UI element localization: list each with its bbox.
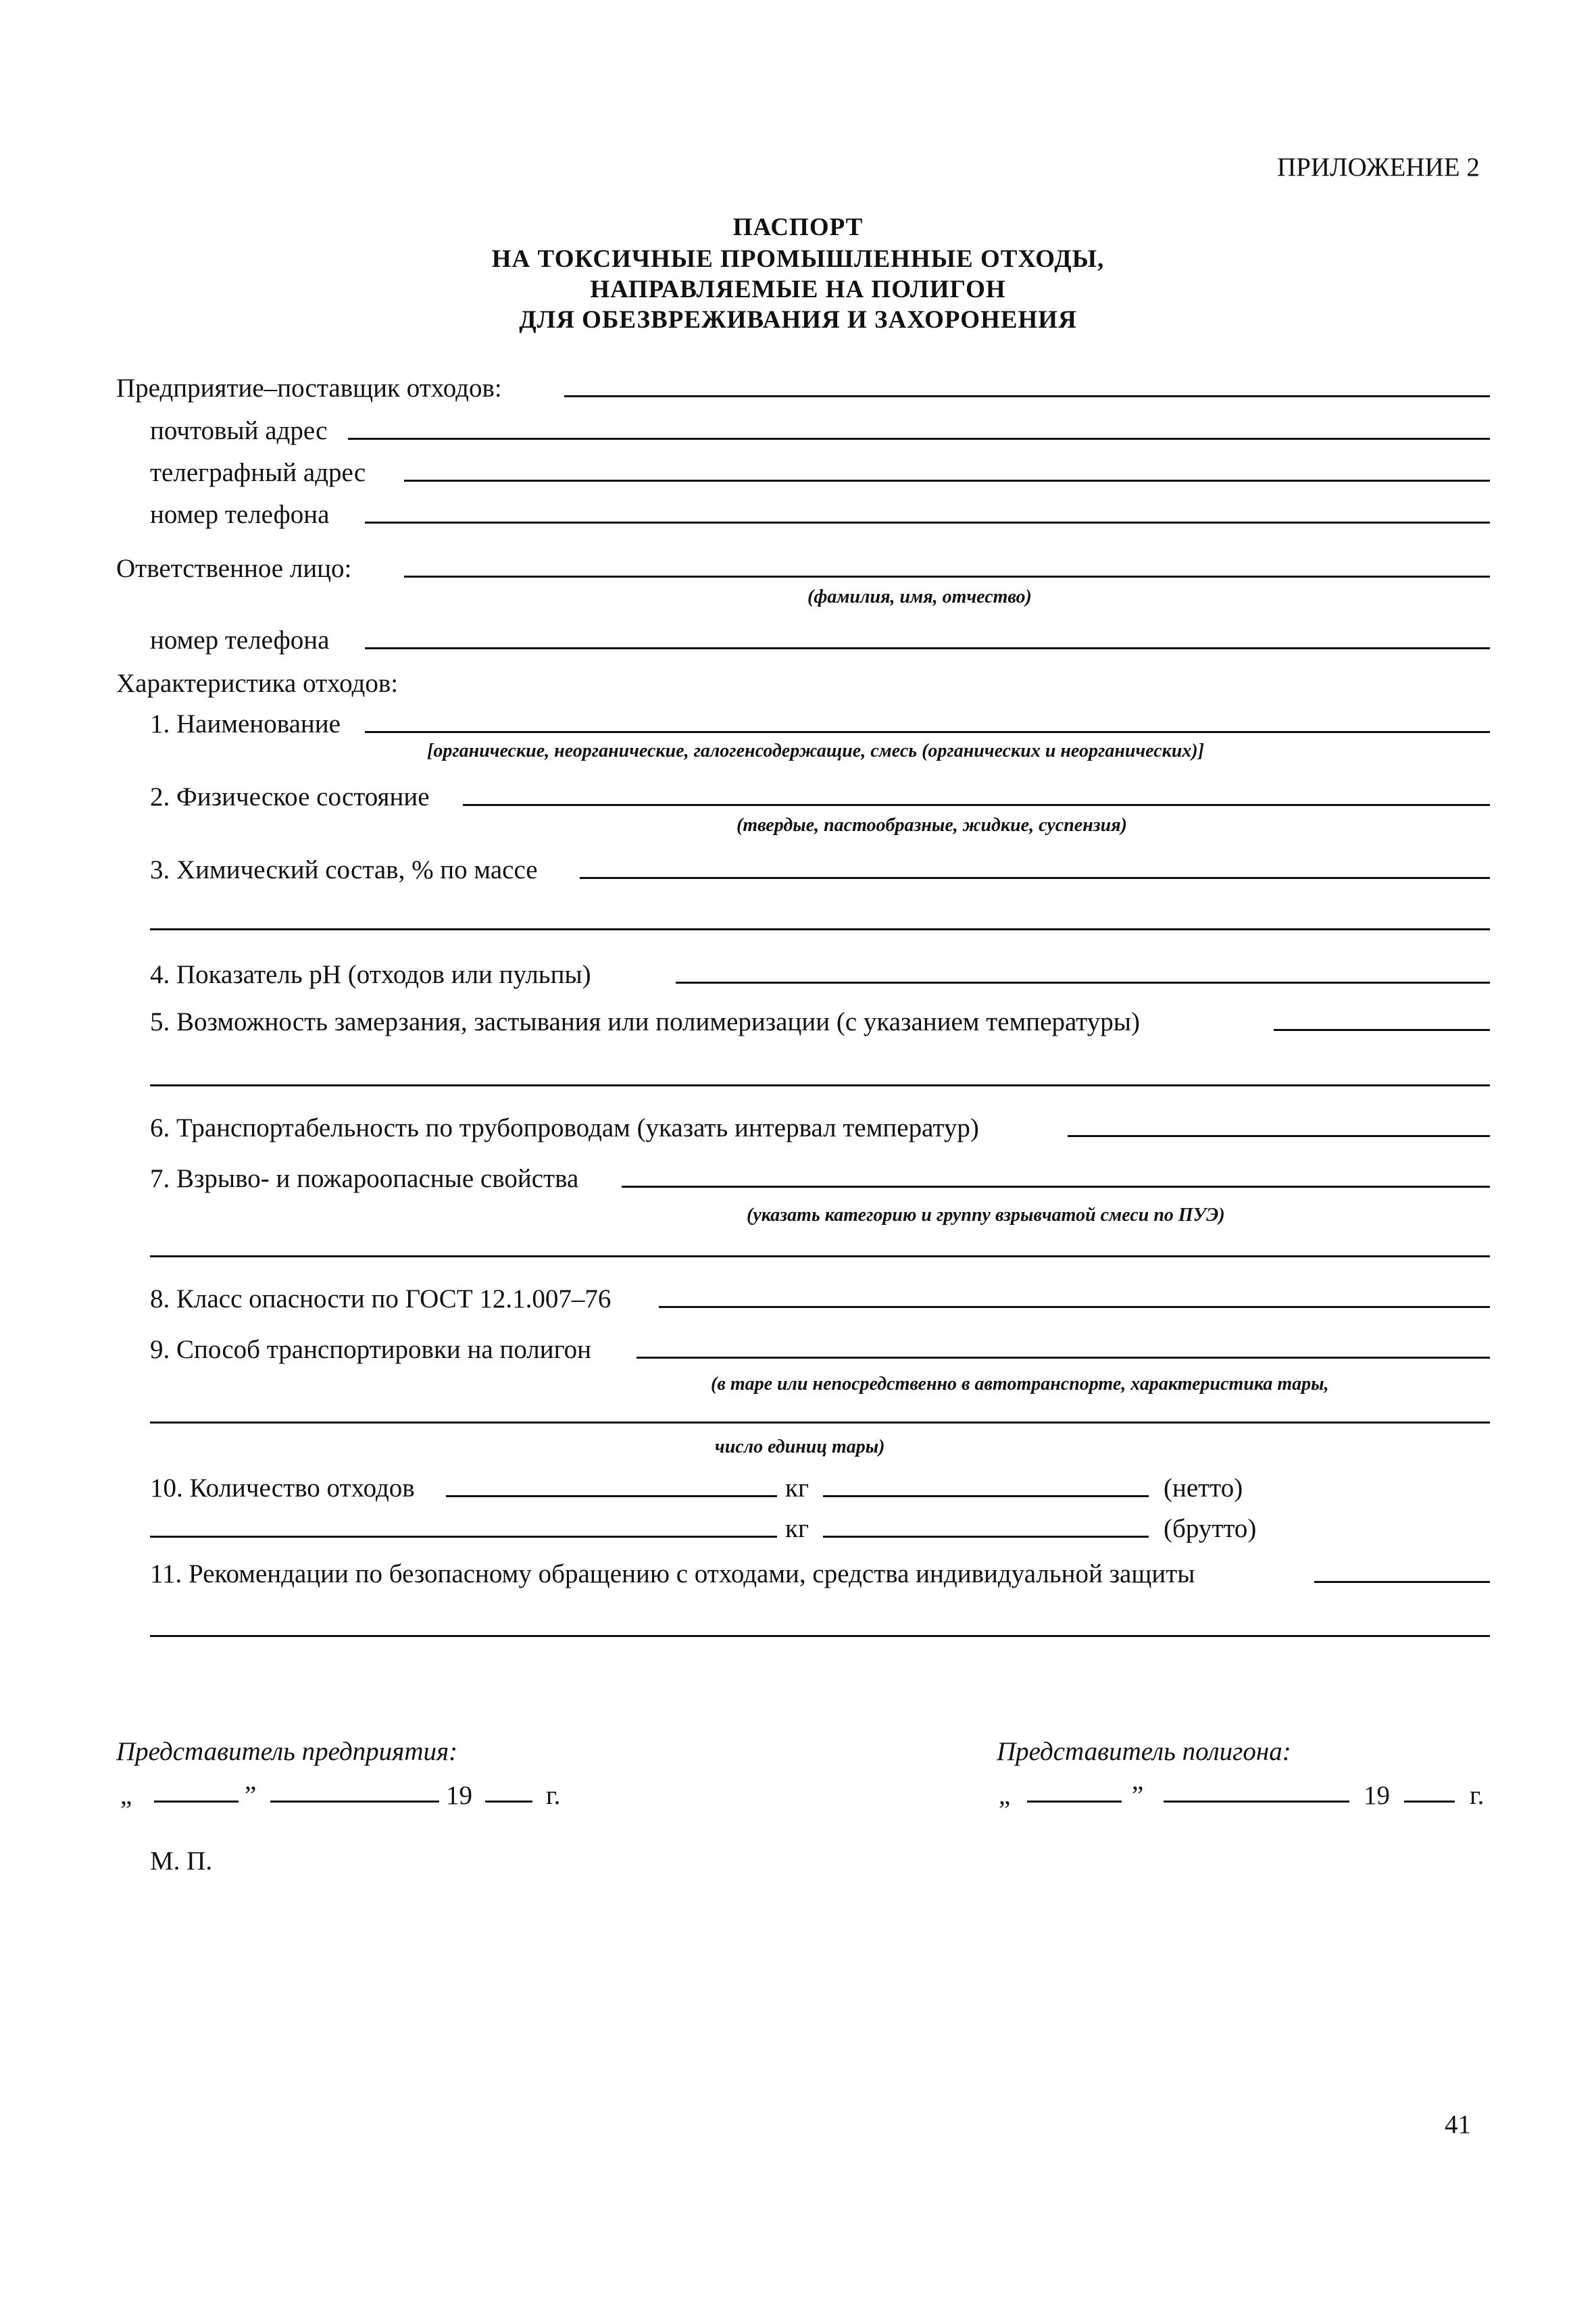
item-2-field[interactable] (463, 804, 1490, 806)
item-6-field[interactable] (1068, 1135, 1490, 1137)
appendix-label: ПРИЛОЖЕНИЕ 2 (1277, 153, 1480, 182)
polygon-year-field[interactable] (1404, 1801, 1455, 1803)
page-number: 41 (1445, 2110, 1471, 2139)
brutto-unit: кг (785, 1514, 809, 1543)
responsible-label: Ответственное лицо: (116, 554, 352, 583)
polygon-day-field[interactable] (1027, 1801, 1122, 1803)
stamp-label: М. П. (150, 1846, 213, 1876)
item-4-field[interactable] (676, 982, 1490, 984)
item-11-field[interactable] (1314, 1581, 1490, 1583)
polygon-date-quote-open: „ (999, 1781, 1011, 1810)
polygon-year-suffix: г. (1470, 1781, 1485, 1810)
item-4-label: 4. Показатель pH (отходов или пульпы) (150, 960, 591, 989)
item-9-hint-1: (в таре или непосредственно в автотранспорте, характеристика тары, (711, 1374, 1329, 1394)
item-5-label: 5. Возможность замерзания, застывания или полимеризации (с указанием температуры) (150, 1007, 1140, 1036)
item-1-label: 1. Наименование (150, 709, 341, 738)
item-3-field-continued[interactable] (150, 928, 1490, 930)
responsible-field[interactable] (404, 576, 1490, 578)
title-line-4: ДЛЯ ОБЕЗВРЕЖИВАНИЯ И ЗАХОРОНЕНИЯ (519, 306, 1077, 334)
item-3-label: 3. Химический состав, % по массе (150, 855, 538, 884)
polygon-year-prefix: 19 (1364, 1781, 1390, 1810)
netto-unit: кг (785, 1474, 809, 1503)
item-8-label: 8. Класс опасности по ГОСТ 12.1.007–76 (150, 1284, 612, 1313)
item-3-field[interactable] (580, 877, 1490, 879)
item-5-field-continued[interactable] (150, 1084, 1490, 1086)
item-2-label: 2. Физическое состояние (150, 782, 430, 811)
brutto-extra-field[interactable] (823, 1536, 1149, 1538)
item-2-hint: (твердые, пастообразные, жидкие, суспензия) (737, 815, 1127, 836)
item-7-hint: (указать категорию и группу взрывчатой смеси по ПУЭ) (747, 1205, 1225, 1226)
title-line-2: НА ТОКСИЧНЫЕ ПРОМЫШЛЕННЫЕ ОТХОДЫ, (491, 245, 1105, 273)
enterprise-year-prefix: 19 (446, 1781, 472, 1810)
item-1-hint: [органические, неорганические, галогенсодержащие, смесь (органических и неорганических)] (427, 740, 1205, 761)
telegraph-address-field[interactable] (404, 480, 1490, 482)
responsible-phone-field[interactable] (365, 647, 1490, 649)
brutto-quantity-field[interactable] (150, 1536, 777, 1538)
enterprise-date-quote-open: „ (120, 1781, 132, 1810)
item-11-field-continued[interactable] (150, 1635, 1490, 1637)
netto-label: (нетто) (1164, 1474, 1243, 1503)
polygon-month-field[interactable] (1164, 1801, 1349, 1803)
supplier-phone-label: номер телефона (150, 500, 330, 529)
brutto-label: (брутто) (1164, 1514, 1257, 1543)
title-line-3: НАПРАВЛЯЕМЫЕ НА ПОЛИГОН (590, 276, 1006, 303)
title-line-1: ПАСПОРТ (732, 213, 864, 241)
enterprise-year-field[interactable] (485, 1801, 532, 1803)
telegraph-address-label: телеграфный адрес (150, 458, 366, 487)
item-5-field[interactable] (1274, 1029, 1490, 1031)
responsible-hint: (фамилия, имя, отчество) (807, 586, 1032, 607)
item-1-field[interactable] (365, 731, 1490, 733)
item-9-hint-2: число единиц тары) (715, 1436, 885, 1457)
item-7-label: 7. Взрыво- и пожароопасные свойства (150, 1164, 579, 1193)
item-7-field[interactable] (622, 1186, 1490, 1188)
supplier-phone-field[interactable] (365, 522, 1490, 524)
enterprise-representative-label: Представитель предприятия: (116, 1737, 458, 1766)
item-6-label: 6. Транспортабельность по трубопроводам (указать интервал температур) (150, 1113, 979, 1142)
item-9-label: 9. Способ транспортировки на полигон (150, 1335, 592, 1364)
netto-extra-field[interactable] (823, 1495, 1149, 1497)
supplier-field[interactable] (564, 395, 1490, 397)
enterprise-day-field[interactable] (154, 1801, 239, 1803)
item-10-label: 10. Количество отходов (150, 1474, 415, 1503)
characteristics-label: Характеристика отходов: (116, 669, 399, 698)
polygon-date-quote-close: ” (1132, 1781, 1144, 1810)
enterprise-year-suffix: г. (546, 1781, 561, 1810)
netto-quantity-field[interactable] (446, 1495, 777, 1497)
polygon-representative-label: Представитель полигона: (997, 1737, 1291, 1766)
item-7-field-continued[interactable] (150, 1255, 1490, 1257)
item-11-label: 11. Рекомендации по безопасному обращению с отходами, средства индивидуальной защиты (150, 1559, 1195, 1588)
item-9-field[interactable] (637, 1357, 1490, 1359)
item-8-field[interactable] (659, 1306, 1490, 1308)
enterprise-month-field[interactable] (270, 1801, 439, 1803)
enterprise-date-quote-close: ” (245, 1781, 257, 1810)
postal-address-label: почтовый адрес (150, 416, 328, 445)
item-9-field-continued[interactable] (150, 1422, 1490, 1424)
supplier-label: Предприятие–поставщик отходов: (116, 374, 502, 403)
postal-address-field[interactable] (348, 438, 1490, 440)
responsible-phone-label: номер телефона (150, 626, 330, 655)
